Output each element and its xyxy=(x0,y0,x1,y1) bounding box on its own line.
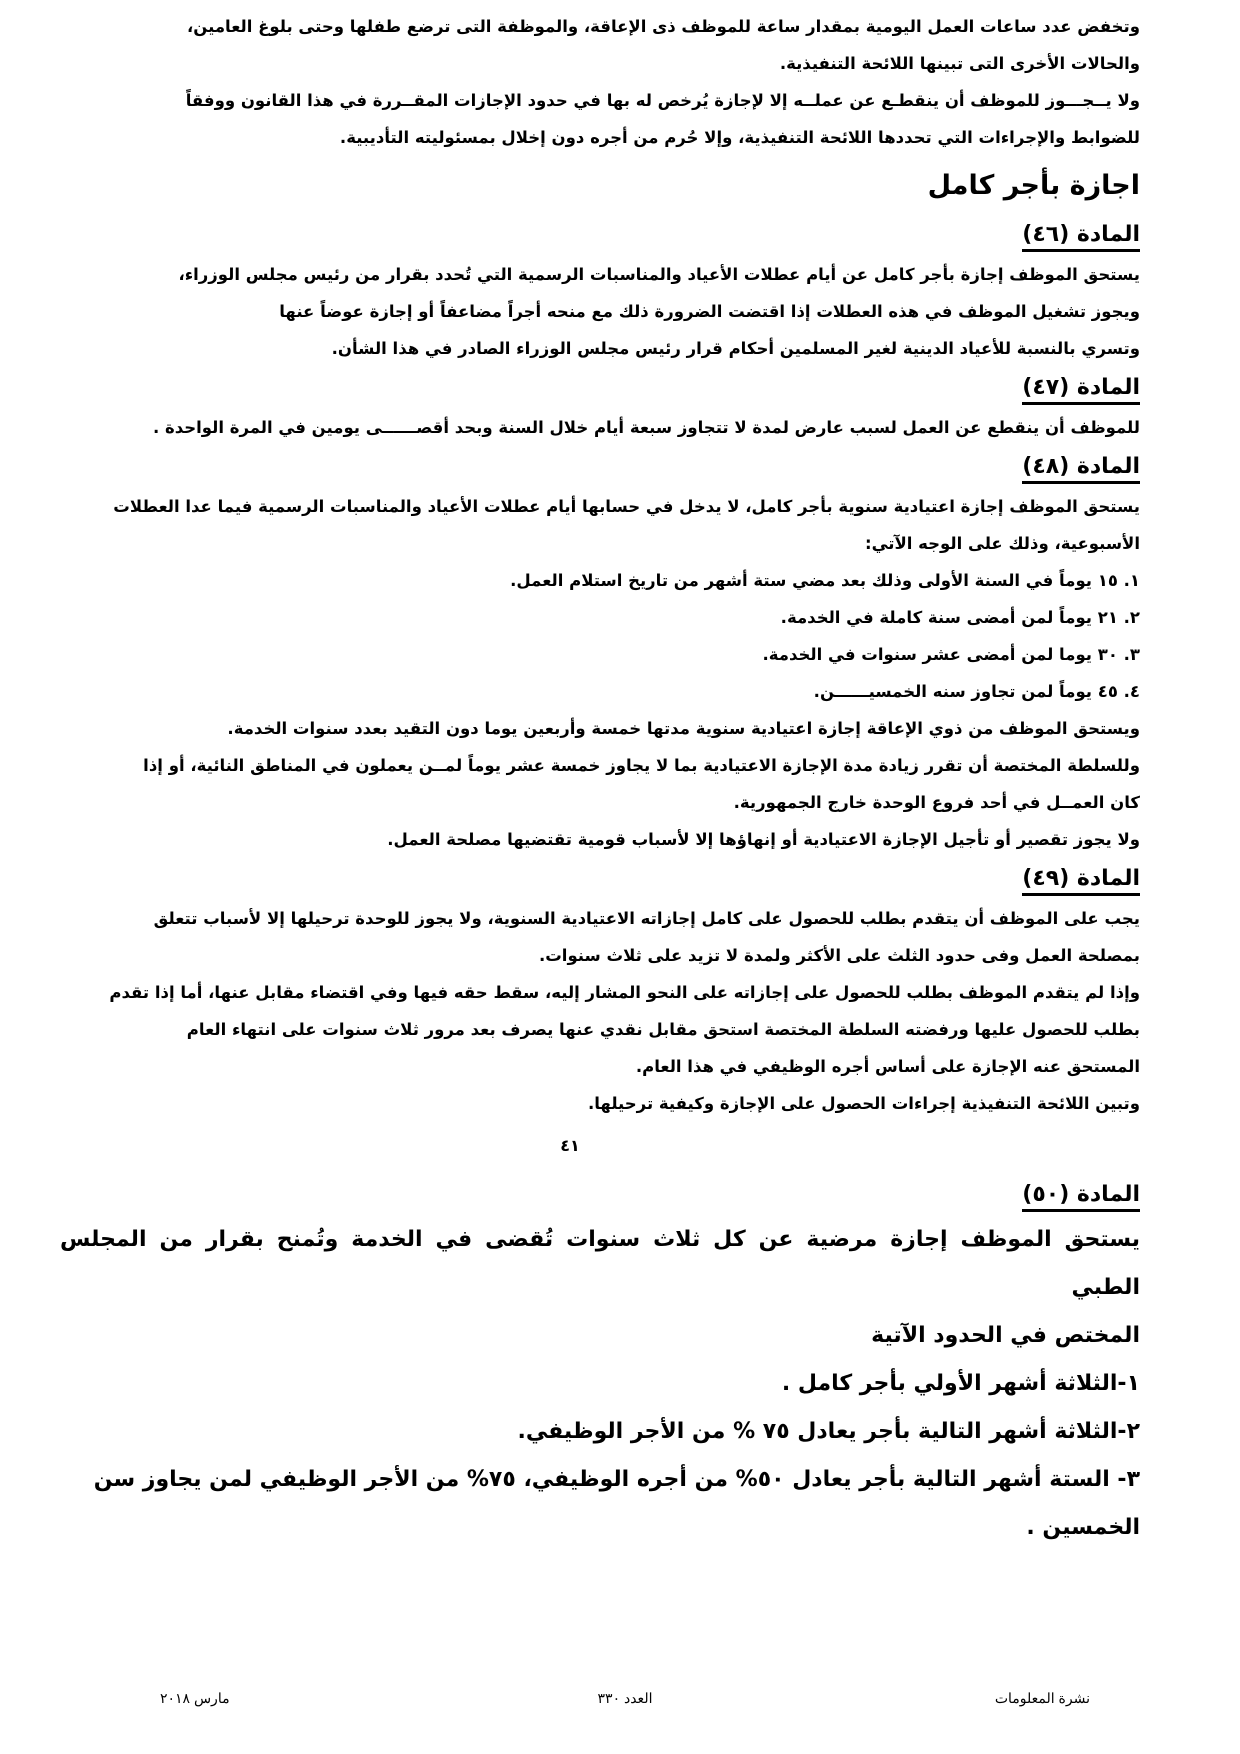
page-footer xyxy=(160,1690,1090,1712)
paragraph: الأسبوعية، وذلك على الوجه الآتي: xyxy=(864,534,1140,553)
paragraph: للموظف أن ينقطع عن العمل لسبب عارض لمدة لا تتجاوز سبعة أيام خلال السنة وبحد أقصــــــى يومين في المرة الواحدة . xyxy=(152,418,1140,437)
paragraph: ويجوز تشغيل الموظف في هذه العطلات إذا اقتضت الضرورة ذلك مع منحه أجراً مضاعفاً أو إجازة عوضاً عنها xyxy=(279,302,1140,321)
paragraph: بطلب للحصول عليها ورفضته السلطة المختصة استحق مقابل نقدي عنها يصرف بعد مرور ثلاث سنوات على انتهاء العام xyxy=(186,1020,1140,1039)
article-heading-text: المادة (٤٨) xyxy=(1022,454,1140,484)
paragraph: يجب على الموظف أن يتقدم بطلب للحصول على كامل إجازاته الاعتيادية السنوية، ولا يجوز للوحدة ترحيلها إلا لأسباب تتعلق xyxy=(153,909,1140,928)
paragraph: بمصلحة العمل وفى حدود الثلث على الأكثر ولمدة لا تزيد على ثلاث سنوات. xyxy=(538,946,1140,965)
list-item: ١-الثلاثة أشهر الأولي بأجر كامل . xyxy=(781,1371,1140,1396)
paragraph: يستحق الموظف إجازة بأجر كامل عن أيام عطلات الأعياد والمناسبات الرسمية التي تُحدد بقرار من رئيس مجلس الوزراء، xyxy=(178,265,1140,284)
footer-issue: العدد ٣٣٠ xyxy=(597,1690,653,1706)
paragraph: يستحق الموظف إجازة مرضية عن كل ثلاث سنوات تُقضى في الخدمة وتُمنح بقرار من المجلس الطبي xyxy=(60,1227,1140,1300)
article-heading-text: المادة (٤٦) xyxy=(1022,222,1140,252)
footer-publication: نشرة المعلومات xyxy=(994,1690,1090,1706)
paragraph: وإذا لم يتقدم الموظف بطلب للحصول على إجازاته على النحو المشار إليه، سقط حقه فيها وفي اقتضاء مقابل عنها، أما إذا تقدم xyxy=(109,983,1140,1002)
article-heading-46 xyxy=(60,214,1140,256)
list-item: ٢. ٢١ يوماً لمن أمضى سنة كاملة في الخدمة. xyxy=(780,608,1140,627)
paragraph: كان العمــل في أحد فروع الوحدة خارج الجمهورية. xyxy=(733,793,1140,812)
list-item: ٢-الثلاثة أشهر التالية بأجر يعادل ٧٥ % من الأجر الوظيفي. xyxy=(517,1419,1140,1444)
list-item: الخمسين . xyxy=(1026,1515,1140,1540)
article-heading-49 xyxy=(60,858,1140,900)
list-item: ٣- الستة أشهر التالية بأجر يعادل ٥٠% من أجره الوظيفي، ٧٥% من الأجر الوظيفي لمن يجاوز سن xyxy=(93,1467,1140,1492)
paragraph: المختص في الحدود الآتية xyxy=(871,1323,1140,1348)
document-page xyxy=(60,8,1140,1552)
list-item: ١. ١٥ يوماً في السنة الأولى وذلك بعد مضي ستة أشهر من تاريخ استلام العمل. xyxy=(510,571,1140,590)
paragraph: للضوابط والإجراءات التي تحددها اللائحة التنفيذية، وإلا حُرم من أجره دون إخلال بمسئوليته التأديبية. xyxy=(339,128,1140,147)
page-number: ٤١ xyxy=(560,1136,580,1155)
paragraph: والحالات الأخرى التى تبينها اللائحة التنفيذية. xyxy=(779,54,1140,73)
paragraph: المستحق عنه الإجازة على أساس أجره الوظيفي في هذا العام. xyxy=(635,1057,1140,1076)
paragraph: ويستحق الموظف من ذوي الإعاقة إجازة اعتيادية سنوية مدتها خمسة وأربعين يوما دون التقيد بعدد سنوات الخدمة. xyxy=(227,719,1140,738)
paragraph: ولا يــجـــوز للموظف أن ينقطـع عن عملــه إلا لإجازة يُرخص له بها في حدود الإجازات المقــررة في هذا القانون ووفقاً xyxy=(185,91,1140,110)
list-item: ٣. ٣٠ يوما لمن أمضى عشر سنوات في الخدمة. xyxy=(762,645,1140,664)
paragraph: وللسلطة المختصة أن تقرر زيادة مدة الإجازة الاعتيادية بما لا يجاوز خمسة عشر يوماً لمــن يعملون في المناطق النائية، أو إذا xyxy=(143,756,1140,775)
article-heading-text: المادة (٥٠) xyxy=(1022,1182,1140,1212)
section-title: اجازة بأجر كامل xyxy=(927,170,1140,201)
paragraph: وتخفض عدد ساعات العمل اليومية بمقدار ساعة للموظف ذى الإعاقة، والموظفة التى ترضع طفلها وحتى بلوغ العامين، xyxy=(186,17,1140,36)
paragraph: ولا يجوز تقصير أو تأجيل الإجازة الاعتيادية أو إنهاؤها إلا لأسباب قومية تقتضيها مصلحة العمل. xyxy=(387,830,1140,849)
paragraph: يستحق الموظف إجازة اعتيادية سنوية بأجر كامل، لا يدخل في حسابها أيام عطلات الأعياد والمناسبات الرسمية فيما عدا العطلات xyxy=(113,497,1140,516)
paragraph: وتبين اللائحة التنفيذية إجراءات الحصول على الإجازة وكيفية ترحيلها. xyxy=(587,1094,1140,1113)
list-item: ٤. ٤٥ يوماً لمن تجاوز سنه الخمسيــــــن. xyxy=(813,682,1140,701)
article-heading-text: المادة (٤٩) xyxy=(1022,866,1140,896)
article-heading-47 xyxy=(60,367,1140,409)
footer-date: مارس ٢٠١٨ xyxy=(160,1690,230,1706)
paragraph: وتسري بالنسبة للأعياد الدينية لغير المسلمين أحكام قرار رئيس مجلس الوزراء الصادر في هذا الشأن. xyxy=(331,339,1140,358)
article-heading-text: المادة (٤٧) xyxy=(1022,375,1140,405)
article-heading-48 xyxy=(60,446,1140,488)
article-heading-50 xyxy=(60,1174,1140,1216)
